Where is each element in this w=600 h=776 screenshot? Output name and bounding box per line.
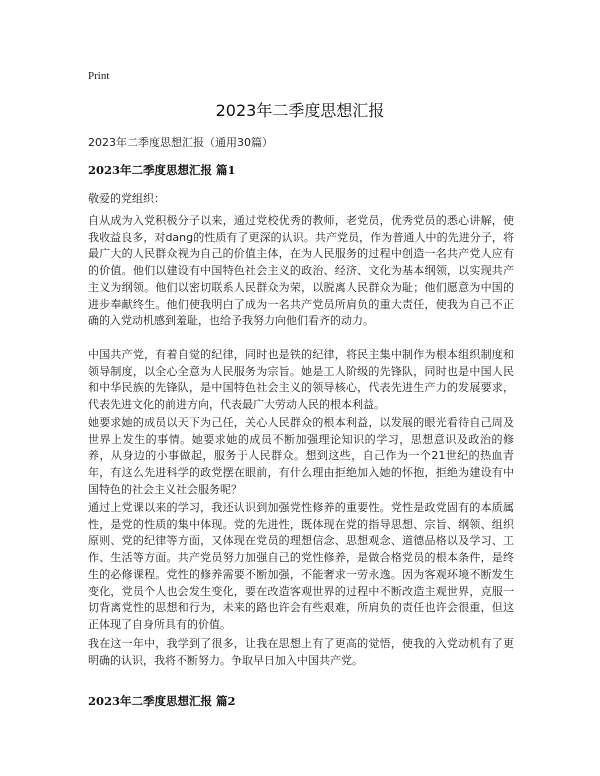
section-heading-1: 2023年二季度思想汇报 篇1 [88,163,236,177]
document-subtitle: 2023年二季度思想汇报（通用30篇） [88,136,273,149]
paragraph-1: 自从成为入党积极分子以来，通过党校优秀的教师，老党员，优秀党员的悉心讲解，使我收益良多，对dang的性质有了更深的认识。共产党员，作为普通人中的先进分子，将最广大的人民群众视为自己的价值主体，在为人民服务的过程中创造一名共产党人应有的价值。他们以建设有中国特色社会主义的政治、经济、文化为基本纲领，以实现共产主义为纲领。他们以密切联系人民群众为荣，以脱离人民群众为耻；他们愿意为中国的进步奉献终生。他们使我明白了成为一名共产党员所肩负的重大责任，使我为自己不正确的入党动机感到羞耻，也给予我努力向他们看齐的动力。 [88,214,514,328]
print-link[interactable]: Print [88,70,110,82]
paragraph-5: 我在这一年中，我学到了很多，让我在思想上有了更高的觉悟，使我的入党动机有了更明确的认识，我将不断努力。争取早日加入中国共产党。 [88,637,514,667]
paragraph-4: 通过上党课以来的学习，我还认识到加强党性修养的重要性。党性是政党固有的本质属性，是党的性质的集中体现。党的先进性，既体现在党的指导思想、宗旨、纲领、组织原则、党的纪律等方面，又体现在党员的理想信念、思想观念、道德品格以及学习、工作、生活等方面。共产党员努力加强自己的党性修养，是做合格党员的根本条件，是终生的必修课程。党性的修养需要不断加强，不能奢求一劳永逸。因为客观环境不断发生变化，党员个人也会发生变化，要在改造客观世界的过程中不断改造主观世界，克服一切背离党性的思想和行为，未来的路也许会有些艰难，所肩负的责任也许会很重，但这正体现了自身所具有的价值。 [88,501,514,631]
section-heading-2: 2023年二季度思想汇报 篇2 [88,694,236,708]
paragraph-3: 她要求她的成员以天下为己任，关心人民群众的根本利益，以发展的眼光看待自己周及世界上发生的事情。她要求她的成员不断加强理论知识的学习，思想意识及政治的修养，从身边的小事做起，服务于人民群众。想到这些，自己作为一个21世纪的热血青年，有这么先进科学的政党摆在眼前，有什么理由拒绝加入她的怀抱，拒绝为建设有中国特色的社会主义社会服务呢？ [88,416,514,496]
page-title: 2023年二季度思想汇报 [215,101,385,120]
paragraph-2: 中国共产党，有着自觉的纪律，同时也是铁的纪律，将民主集中制作为根本组织制度和领导制度，以全心全意为人民服务为宗旨。她是工人阶级的先锋队，同时也是中国人民和中华民族的先锋队，是中国特色社会主义的领导核心，代表先进生产力的发展要求，代表先进文化的前进方向，代表最广大劳动人民的根本利益。 [88,348,514,412]
salutation: 敬爱的党组织： [88,192,165,205]
